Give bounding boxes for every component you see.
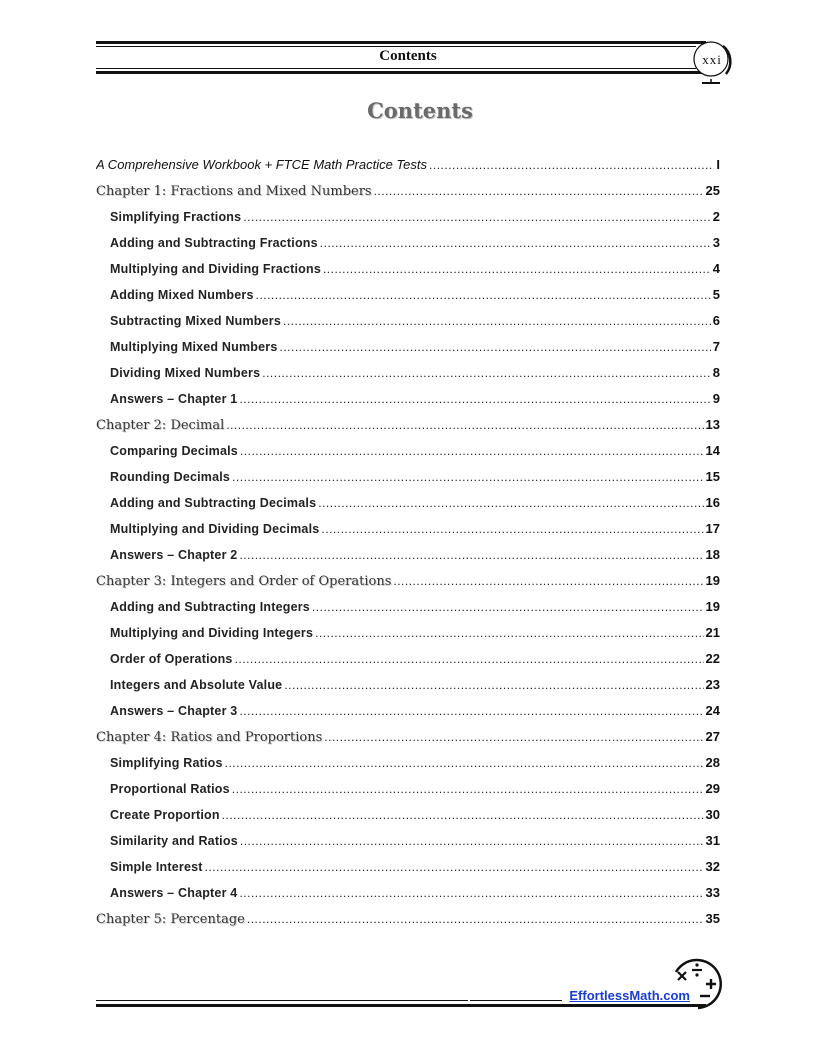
toc-entry-label: Chapter 4: Ratios and Proportions (96, 730, 323, 745)
toc-section-row[interactable] (96, 594, 720, 620)
toc-entry-label: Answers – Chapter 3 (110, 704, 238, 718)
toc-chapter-row[interactable] (96, 724, 720, 750)
toc-entry-label: Subtracting Mixed Numbers (110, 314, 281, 328)
dot-leader (256, 282, 711, 308)
dot-leader (225, 750, 704, 776)
toc-section-row[interactable] (96, 490, 720, 516)
dot-leader (239, 698, 703, 724)
toc-entry-label: A Comprehensive Workbook + FTCE Math Practice Tests (96, 157, 428, 172)
dot-leader (284, 672, 703, 698)
toc-entry-label: Integers and Absolute Value (110, 678, 283, 692)
toc-entry-label: Chapter 1: Fractions and Mixed Numbers (96, 184, 372, 199)
effortlessmath-link[interactable]: EffortlessMath.com (569, 988, 690, 1003)
toc-entry-label: Multiplying and Dividing Fractions (110, 262, 321, 276)
toc-section-row[interactable] (96, 360, 720, 386)
toc-section-row[interactable] (96, 880, 720, 906)
toc-entry-page-number: 2 (712, 209, 720, 224)
toc-entry-page-number: 18 (705, 547, 720, 562)
table-of-contents (96, 152, 720, 932)
toc-entry-label: Rounding Decimals (110, 470, 231, 484)
toc-entry-page-number: 31 (705, 833, 720, 848)
toc-entry-label: Multiplying and Dividing Decimals (110, 522, 320, 536)
toc-entry-page-number: 19 (705, 573, 720, 588)
toc-entry-page-number: 30 (705, 807, 720, 822)
toc-entry-page-number: 15 (705, 469, 720, 484)
toc-entry-page-number: I (716, 157, 720, 172)
toc-entry-label: Adding and Subtracting Fractions (110, 236, 318, 250)
page-title: Contents (367, 98, 473, 123)
dot-leader (239, 880, 703, 906)
dot-leader (315, 620, 703, 646)
dot-leader (243, 204, 710, 230)
dot-leader (323, 256, 711, 282)
dot-leader (239, 386, 710, 412)
dot-leader (393, 568, 703, 594)
running-head: Contents (379, 48, 437, 64)
math-operators-icon (668, 958, 724, 1010)
dot-leader (312, 594, 704, 620)
toc-entry-page-number: 19 (705, 599, 720, 614)
toc-section-row[interactable] (96, 256, 720, 282)
toc-entry-label: Simplifying Ratios (110, 756, 223, 770)
toc-section-row[interactable] (96, 672, 720, 698)
toc-section-row[interactable] (96, 282, 720, 308)
toc-intro-row[interactable] (96, 152, 720, 178)
toc-section-row[interactable] (96, 802, 720, 828)
toc-entry-page-number: 13 (705, 417, 720, 432)
toc-section-row[interactable] (96, 828, 720, 854)
toc-entry-page-number: 8 (712, 365, 720, 380)
footer-rule (96, 1000, 468, 1001)
header-rule-bottom (96, 71, 706, 74)
dot-leader (374, 178, 704, 204)
toc-entry-page-number: 16 (705, 495, 720, 510)
toc-section-row[interactable] (96, 646, 720, 672)
dot-leader (247, 906, 704, 932)
toc-section-row[interactable] (96, 464, 720, 490)
toc-entry-page-number: 14 (705, 443, 720, 458)
dot-leader (262, 360, 711, 386)
toc-section-row[interactable] (96, 308, 720, 334)
toc-entry-label: Proportional Ratios (110, 782, 230, 796)
toc-entry-label: Chapter 2: Decimal (96, 418, 225, 433)
toc-entry-label: Chapter 3: Integers and Order of Operations (96, 574, 392, 589)
footer-rule-short (470, 1000, 562, 1001)
toc-entry-page-number: 3 (712, 235, 720, 250)
toc-entry-page-number: 23 (705, 677, 720, 692)
toc-entry-page-number: 33 (705, 885, 720, 900)
toc-entry-page-number: 29 (705, 781, 720, 796)
dot-leader (320, 230, 711, 256)
toc-entry-label: Create Proportion (110, 808, 220, 822)
toc-entry-page-number: 9 (712, 391, 720, 406)
toc-entry-page-number: 27 (705, 729, 720, 744)
toc-entry-page-number: 25 (705, 183, 720, 198)
toc-entry-label: Simple Interest (110, 860, 203, 874)
dot-leader (240, 438, 704, 464)
toc-section-row[interactable] (96, 438, 720, 464)
toc-entry-page-number: 35 (705, 911, 720, 926)
toc-entry-label: Comparing Decimals (110, 444, 238, 458)
toc-section-row[interactable] (96, 230, 720, 256)
toc-entry-page-number: 17 (705, 521, 720, 536)
toc-entry-page-number: 6 (712, 313, 720, 328)
dot-leader (324, 724, 703, 750)
toc-entry-label: Similarity and Ratios (110, 834, 238, 848)
header-rule-thin-bottom (96, 68, 696, 69)
header-rule-thin (96, 46, 696, 47)
toc-entry-label: Answers – Chapter 2 (110, 548, 238, 562)
toc-entry-label: Adding and Subtracting Decimals (110, 496, 317, 510)
header-rule (96, 41, 706, 44)
toc-entry-label: Chapter 5: Percentage (96, 912, 245, 927)
toc-entry-label: Order of Operations (110, 652, 233, 666)
toc-entry-page-number: 32 (705, 859, 720, 874)
toc-chapter-row[interactable] (96, 906, 720, 932)
dot-leader (222, 802, 704, 828)
toc-section-row[interactable] (96, 542, 720, 568)
dot-leader (232, 776, 704, 802)
dot-leader (318, 490, 703, 516)
toc-entry-label: Adding Mixed Numbers (110, 288, 254, 302)
toc-entry-label: Simplifying Fractions (110, 210, 242, 224)
toc-entry-label: Answers – Chapter 1 (110, 392, 238, 406)
toc-section-row[interactable] (96, 776, 720, 802)
toc-entry-label: Answers – Chapter 4 (110, 886, 238, 900)
dot-leader (235, 646, 704, 672)
dot-leader (239, 542, 703, 568)
toc-section-row[interactable] (96, 386, 720, 412)
toc-entry-page-number: 5 (712, 287, 720, 302)
toc-entry-page-number: 4 (712, 261, 720, 276)
toc-entry-page-number: 28 (705, 755, 720, 770)
toc-entry-label: Multiplying and Dividing Integers (110, 626, 314, 640)
toc-section-row[interactable] (96, 698, 720, 724)
dot-leader (232, 464, 703, 490)
toc-chapter-row[interactable] (96, 568, 720, 594)
toc-entry-page-number: 7 (712, 339, 720, 354)
toc-entry-label: Dividing Mixed Numbers (110, 366, 261, 380)
dot-leader (205, 854, 704, 880)
toc-section-row[interactable] (96, 516, 720, 542)
footer-rule-thick (96, 1004, 706, 1007)
page-number: xxi (702, 52, 722, 67)
toc-chapter-row[interactable] (96, 412, 720, 438)
toc-entry-page-number: 24 (705, 703, 720, 718)
toc-entry-label: Adding and Subtracting Integers (110, 600, 310, 614)
dot-leader (240, 828, 704, 854)
toc-section-row[interactable] (96, 204, 720, 230)
dot-leader (429, 152, 714, 178)
dot-leader (283, 308, 711, 334)
toc-section-row[interactable] (96, 334, 720, 360)
toc-section-row[interactable] (96, 620, 720, 646)
toc-entry-page-number: 21 (705, 625, 720, 640)
dot-leader (321, 516, 703, 542)
dot-leader (280, 334, 711, 360)
toc-entry-page-number: 22 (705, 651, 720, 666)
toc-chapter-row[interactable] (96, 178, 720, 204)
dot-leader (226, 412, 703, 438)
toc-entry-label: Multiplying Mixed Numbers (110, 340, 278, 354)
toc-section-row[interactable] (96, 854, 720, 880)
toc-section-row[interactable] (96, 750, 720, 776)
